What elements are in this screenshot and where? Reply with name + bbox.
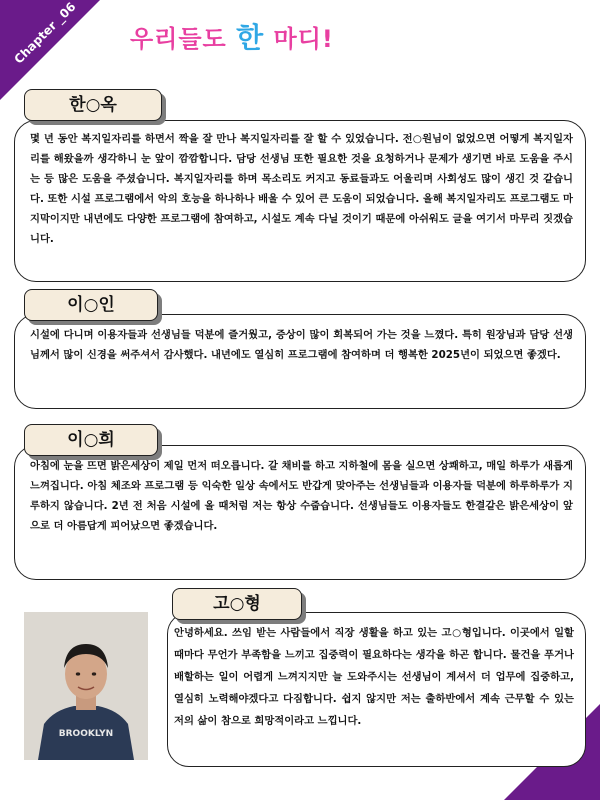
person-photo-illustration — [24, 612, 148, 760]
title-part-2: 한 — [236, 21, 265, 54]
entry-name-tag-3: 이○희 — [24, 424, 158, 456]
entry-text-4: 안녕하세요. 쓰임 받는 사람들에서 직장 생활을 하고 있는 고○형입니다. 이곳에서 일할 때마다 무언가 부족함을 느끼고 집중력이 필요하다는 생각을 하곤 합니다. 물건을 푸거나 배할하는 일이 어렵게 느껴지지만 늘 도와주시는 선생님이 계셔서 더 업무에 집중하고, 열심히 노력해야겠다고 다짐합니다. 쉽지 않지만 저는 출하반에서 계속 근무할 수 있는 저의 삶이 참으로 희망적이라고 느낍니다. — [174, 627, 574, 727]
entry-name-tag-4: 고○형 — [172, 588, 302, 620]
corner-decoration-top-left — [0, 0, 100, 100]
shirt-text: BROOKLYN — [58, 729, 114, 739]
title-part-1: 우리들도 — [130, 25, 227, 53]
page-title — [130, 16, 334, 56]
entry-text-1: 몇 년 동안 복지일자리를 하면서 짝을 잘 만나 복지일자리를 잘 할 수 있었습니다. 전○원님이 없었으면 어떻게 복지일자리를 해왔을까 생각하니 눈 앞이 깜깜합니다. 담당 선생님 또한 필요한 것을 요청하거나 문제가 생기면 바로 도움을 주시는 등 많은 도움을 주셨습니다. 복지일자리를 하며 목소리도 커지고 동료들과도 어울리며 사회성도 많이 생긴 것 같습니다. 또한 시설 프로그램에서 악의 호능을 하나하나 배울 수 있어 큰 도움이 되었습니다. 올해 복지일자리도 프로그램도 마지막이지만 내년에도 다양한 프로그램에 참여하고, 시설도 계속 다닐 것이기 때문에 아쉬워도 글을 여기서 마무리 짓겠습니다. — [30, 133, 573, 245]
title-part-3: 마디! — [273, 25, 334, 53]
entry-name-tag-1: 한○옥 — [24, 89, 162, 121]
chapter-label: Chapter _06 — [11, 0, 79, 67]
profile-photo — [24, 612, 148, 760]
entry-name-tag-2: 이○인 — [24, 289, 158, 321]
entry-text-2: 시설에 다니며 이용자들과 선생님들 덕분에 즐거웠고, 증상이 많이 회복되어 가는 것을 느꼈다. 특히 원장님과 담당 선생님께서 많이 신경을 써주셔서 감사했다. 내년에도 열심히 프로그램에 참여하며 더 행복한 2025년이 되었으면 좋겠다. — [30, 329, 573, 361]
entry-text-3: 아침에 눈을 뜨면 밝은세상이 제일 먼저 떠오릅니다. 갈 채비를 하고 지하철에 몸을 실으면 상쾌하고, 매일 하루가 새롭게 느껴집니다. 아침 체조와 프로그램 등 익숙한 일상 속에서도 반갑게 맞아주는 선생님들과 이용자들 덕분에 하루하루가 지루하지 않습니다. 2년 전 처음 시설에 올 때처럼 저는 항상 수줍습니다. 선생님들도 이용자들도 한결같은 밝은세상이 앞으로 더 아름답게 피어났으면 좋겠습니다. — [30, 460, 573, 532]
